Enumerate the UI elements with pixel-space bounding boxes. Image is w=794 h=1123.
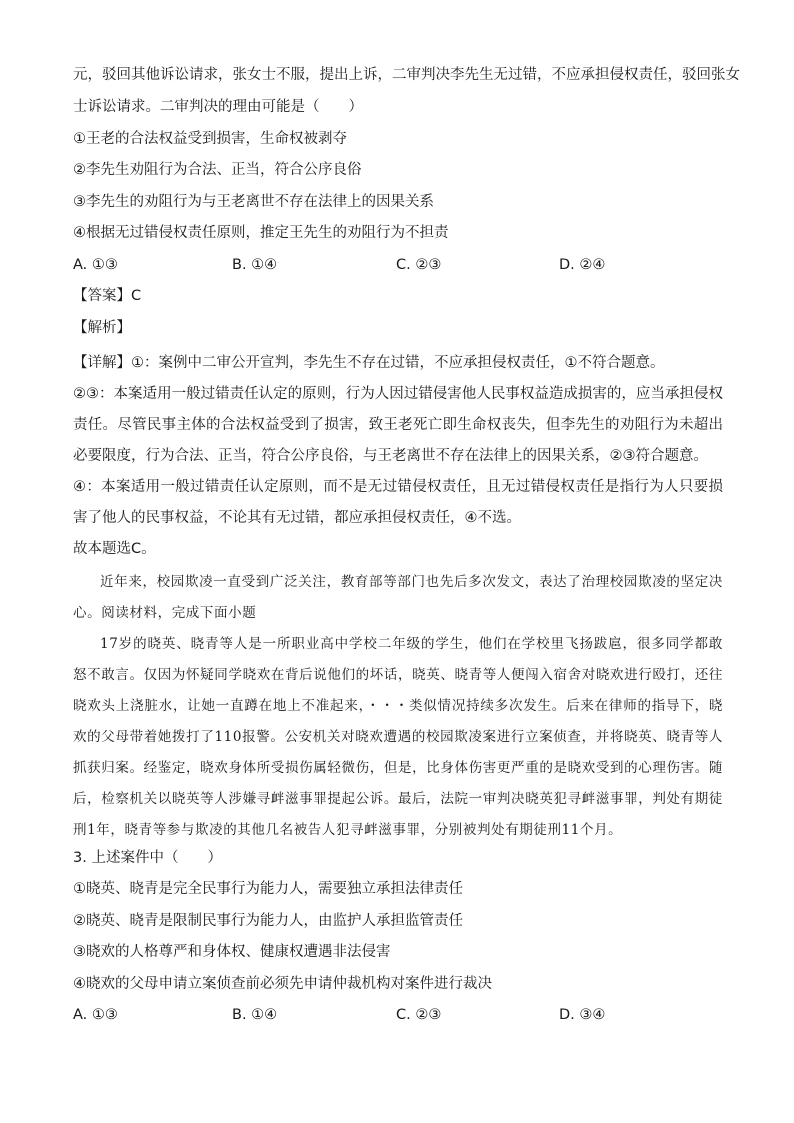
q2-option-b[interactable]: B. ①④ [232, 257, 278, 273]
answer-label: 【答案】C [73, 288, 142, 304]
q3-item-3: ③晓欢的人格尊严和身体权、健康权遭遇非法侵害 [73, 944, 391, 960]
analysis-label: 【解析】 [73, 320, 131, 336]
q3-option-a[interactable]: A. ①③ [73, 1007, 118, 1023]
material-story: 17岁的晓英、晓青等人是一所职业高中学校二年级的学生，他们在学校里飞扬跋扈，很多同学都敢怒不敢言。仅因为怀疑同学晓欢在背后说他们的坏话，晓英、晓青等人便闯入宿舍对晓欢进行殴打，还往晓欢头上浇脏水，让她一直蹲在地上不准起来，・・・类似情况持续多次发生。后来在律师的指导下，晓欢的父母带着她拨打了110报警。公安机关对晓欢遭遇的校园欺凌案进行立案侦查，并将晓英、晓青等人抓获归案。经鉴定，晓欢身体所受损伤属轻微伤，但是，比身体伤害更严重的是晓欢受到的心理伤害。随后，检察机关以晓英等人涉嫌寻衅滋事罪提起公诉。最后，法院一审判决晓英犯寻衅滋事罪，判处有期徒刑1年，晓青等参与欺凌的其他几名被告人犯寻衅滋事罪，分别被判处有期徒刑11个月。 [73, 636, 723, 838]
analysis-para-2: ②③：本案适用一般过错责任认定的原则，行为人因过错侵害他人民事权益造成损害的，应当承担侵权责任。尽管民事主体的合法权益受到了损害，致王老死亡即生命权丧失，但李先生的劝阻行为未超出必要限度，行为合法、正当，符合公序良俗，与王老离世不存在法律上的因果关系，②③符合题意。 [73, 386, 723, 464]
q2-stem-line-1: 元，驳回其他诉讼请求，张女士不服，提出上诉，二审判决李先生无过错，不应承担侵权责任，驳回张女 [73, 67, 740, 83]
q2-item-4: ④根据无过错侵权责任原则，推定王先生的劝阻行为不担责 [73, 225, 449, 241]
q2-option-a[interactable]: A. ①③ [73, 257, 118, 273]
q2-option-c[interactable]: C. ②③ [396, 257, 442, 273]
q2-item-1: ①王老的合法权益受到损害，生命权被剥夺 [73, 131, 347, 147]
q2-item-3: ③李先生的劝阻行为与王老离世不存在法律上的因果关系 [73, 194, 434, 210]
analysis-para-1: 【详解】①：案例中二审公开宣判，李先生不存在过错，不应承担侵权责任，①不符合题意。 [73, 355, 665, 371]
q3-option-d[interactable]: D. ③④ [559, 1007, 606, 1023]
q3-option-c[interactable]: C. ②③ [396, 1007, 442, 1023]
q3-item-4: ④晓欢的父母申请立案侦查前必须先申请仲裁机构对案件进行裁决 [73, 976, 492, 992]
q2-stem-line-2: 士诉讼请求。二审判决的理由可能是（ ） [73, 99, 363, 115]
q3-item-1: ①晓英、晓青是完全民事行为能力人，需要独立承担法律责任 [73, 881, 463, 897]
analysis-para-4: 故本题选C。 [73, 541, 156, 557]
q2-option-d[interactable]: D. ②④ [559, 257, 606, 273]
q3-option-b[interactable]: B. ①④ [232, 1007, 278, 1023]
analysis-body [73, 348, 723, 565]
q3-item-2: ②晓英、晓青是限制民事行为能力人，由监护人承担监管责任 [73, 913, 463, 929]
analysis-para-3: ④：本案适用一般过错责任认定原则，而不是无过错侵权责任，且无过错侵权责任是指行为人只要损害了他人的民事权益，不论其有无过错，都应承担侵权责任，④不选。 [73, 479, 723, 526]
material-intro: 近年来，校园欺凌一直受到广泛关注，教育部等部门也先后多次发文，表达了治理校园欺凌的坚定决心。阅读材料，完成下面小题 [73, 574, 723, 621]
q3-stem: 3. 上述案件中（ ） [73, 850, 222, 866]
reading-material [73, 567, 723, 846]
q2-item-2: ②李先生劝阻行为合法、正当，符合公序良俗 [73, 162, 362, 178]
